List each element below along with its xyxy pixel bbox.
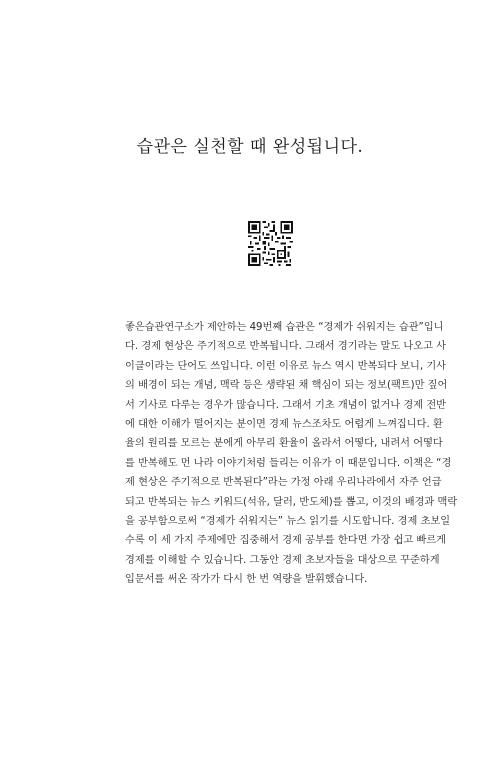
- description-line: 되고 반복되는 뉴스 키워드(석유, 달러, 반도체)를 뽑고, 이것의 배경과 맥락: [125, 496, 458, 508]
- description-line: 를 반복해도 먼 나라 이야기처럼 들리는 이유가 이 때문입니다. 이책은 “경: [125, 457, 452, 469]
- description-line: 을 공부함으로써 “경제가 쉬워지는” 뉴스 읽기를 시도합니다. 경제 초보일: [125, 516, 451, 528]
- description-line: 경제를 이해할 수 있습니다. 그동안 경제 초보자들을 대상으로 꾸준하게: [125, 554, 440, 566]
- description-line: 수록 이 세 가지 주제에만 집중해서 경제 공부를 한다면 가장 쉽고 빠르게: [125, 535, 447, 547]
- book-description: [125, 318, 458, 590]
- description-line: 에 대한 이해가 떨어지는 분이면 경제 뉴스조차도 어렵게 느껴집니다. 환: [125, 419, 443, 431]
- qr-code-icon[interactable]: [248, 221, 293, 266]
- description-line: 이클이라는 단어도 쓰입니다. 이런 이유로 뉴스 역시 반복되다 보니, 기사: [125, 360, 447, 372]
- description-line: 제 현상은 주기적으로 반복된다”라는 가정 아래 우리나라에서 자주 언급: [125, 477, 442, 489]
- description-line: 입문서를 써온 작가가 다시 한 번 역량을 발휘했습니다.: [125, 574, 368, 586]
- description-line: 의 배경이 되는 개념, 맥락 등은 생략된 채 핵심이 되는 정보(팩트)만 짚어: [125, 380, 448, 392]
- description-line: 좋은습관연구소가 제안하는 49번째 습관은 “경제가 쉬워지는 습관”입니: [125, 322, 444, 333]
- description-line: 서 기사로 다루는 경우가 많습니다. 그래서 기초 개념이 없거나 경제 전반: [125, 399, 447, 411]
- description-line: 다. 경제 현상은 주기적으로 반복됩니다. 그래서 경기라는 말도 나오고 사: [125, 341, 447, 353]
- page-headline: 습관은 실천할 때 완성됩니다.: [136, 137, 364, 157]
- description-line: 율의 원리를 모르는 분에게 아무리 환율이 올라서 어떻다, 내려서 어떻다: [125, 438, 443, 450]
